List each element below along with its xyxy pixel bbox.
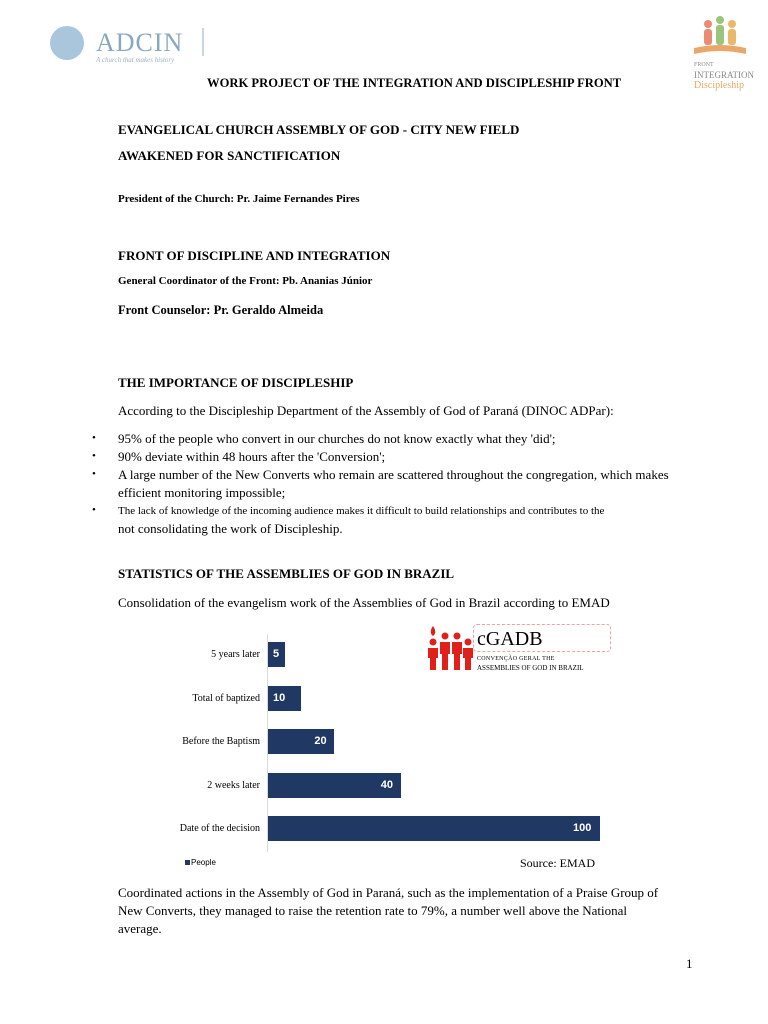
importance-intro: According to the Discipleship Department of the Assembly of God of Paraná (DINOC ADPar): (118, 403, 614, 418)
bar-value-label: 40 (380, 778, 394, 791)
bar-value-label: 20 (314, 735, 327, 747)
adcin-logo (46, 20, 216, 70)
cgadb-subtitle-1: CONVENÇÃO GERAL THE (477, 656, 555, 662)
chart-legend (185, 858, 216, 867)
bar-value-label: 10 (273, 691, 286, 704)
bar-value-label: 100 (573, 822, 592, 834)
front-coordinator: General Coordinator of the Front: Pb. Ananias Júnior (118, 275, 373, 287)
list-item: • 95% of the people who convert in our churches do not know exactly what they 'did'; (92, 430, 682, 448)
bullet-4-part-1: The lack of knowledge of the incoming audience makes it difficult to build relationships and contributes to the (118, 505, 605, 517)
adcin-divider (202, 28, 204, 56)
front-integration-logo (688, 16, 764, 94)
front-logo-line3: Discipleship (694, 80, 744, 91)
list-item: • 90% deviate within 48 hours after the 'Conversion'; (92, 448, 682, 466)
church-name: EVANGELICAL CHURCH ASSEMBLY OF GOD - CITY NEW FIELD (118, 122, 520, 137)
list-item: • A large number of the New Converts who remain are scattered throughout the congregation, which makes efficient monitoring impossible; (92, 466, 682, 502)
bar-value-label: 5 (273, 648, 280, 660)
church-president: President of the Church: Pr. Jaime Fernandes Pires (118, 193, 360, 205)
cgadb-subtitle-2: ASSEMBLIES OF GOD IN BRAZIL (477, 664, 584, 672)
front-logo-line2: INTEGRATION (694, 70, 754, 80)
adcin-logo-name: ADCIN (96, 28, 184, 57)
chart-bar (268, 816, 600, 841)
category-label: Date of the decision (179, 823, 260, 834)
legend-label: People (191, 858, 216, 867)
cgadb-name: cGADB (477, 628, 543, 650)
adcin-emblem-icon (50, 26, 84, 60)
importance-heading: THE IMPORTANCE OF DISCIPLESHIP (118, 375, 354, 390)
stats-intro: Consolidation of the evangelism work of the Assemblies of God in Brazil according to EMAD (118, 595, 610, 610)
list-item (92, 502, 682, 539)
people-group-icon (688, 16, 764, 62)
front-title: FRONT OF DISCIPLINE AND INTEGRATION (118, 248, 391, 263)
adcin-tagline: A church that makes history (96, 56, 175, 64)
category-label: Total of baptized (192, 692, 260, 704)
front-counselor: Front Counselor: Pr. Geraldo Almeida (118, 303, 324, 317)
closing-paragraph: Coordinated actions in the Assembly of God in Paraná, such as the implementation of a Praise Group of New Converts, they managed to raise the retention rate to 79%, a number well above the National average. (118, 885, 659, 936)
importance-bullet-list (92, 430, 682, 539)
stats-heading: STATISTICS OF THE ASSEMBLIES OF GOD IN BRAZIL (118, 566, 455, 581)
category-label: Before the Baptism (182, 736, 260, 747)
page-number: 1 (686, 956, 693, 971)
cgadb-people-icon (425, 622, 473, 674)
chart-source: Source: EMAD (520, 856, 595, 870)
front-logo-line1: FRONT (694, 62, 714, 68)
bullet-4-part-2: not consolidating the work of Discipleship. (118, 521, 343, 536)
main-title: WORK PROJECT OF THE INTEGRATION AND DISCIPLESHIP FRONT (207, 76, 622, 90)
church-motto: AWAKENED FOR SANCTIFICATION (118, 148, 341, 163)
category-label: 5 years later (211, 649, 260, 660)
cgadb-logo (425, 622, 615, 674)
category-label: 2 weeks later (207, 779, 260, 791)
legend-swatch (185, 860, 190, 865)
